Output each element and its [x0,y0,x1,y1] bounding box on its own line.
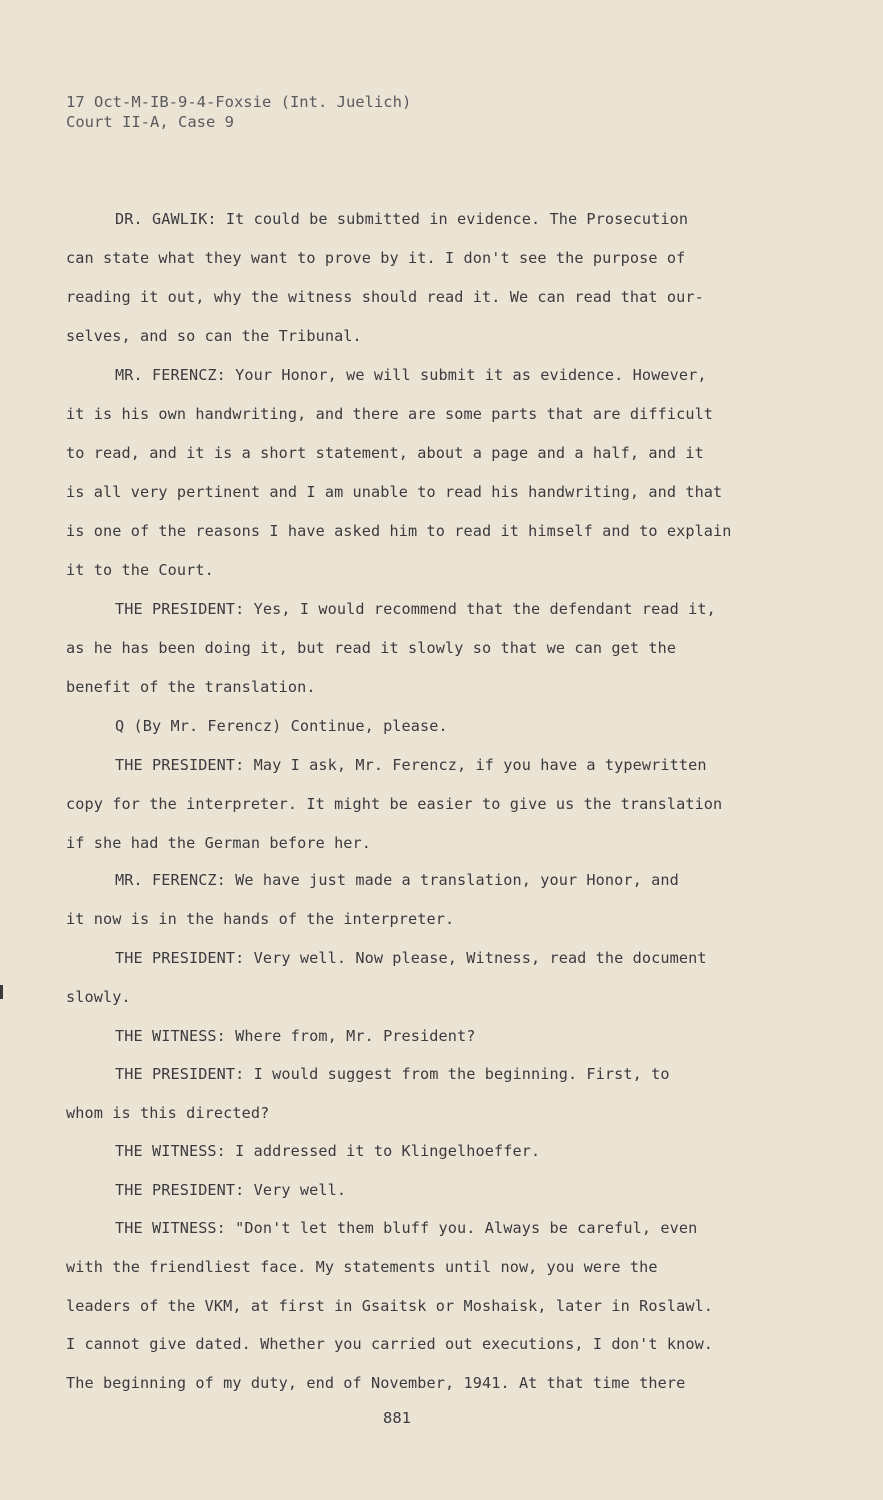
transcript-line: THE PRESIDENT: Very well. Now please, Witness, read the document [115,949,707,967]
transcript-line: it now is in the hands of the interpreter. [66,910,455,928]
page-header [66,92,411,132]
transcript-line: DR. GAWLIK: It could be submitted in evidence. The Prosecution [115,210,689,228]
transcript-line: MR. FERENCZ: Your Honor, we will submit it as evidence. However, [115,366,707,384]
transcript-line: THE PRESIDENT: Yes, I would recommend that the defendant read it, [115,600,716,618]
transcript-line: slowly. [66,988,131,1006]
transcript-line: is one of the reasons I have asked him to read it himself and to explain [66,522,732,540]
transcript-line: as he has been doing it, but read it slowly so that we can get the [66,639,677,657]
header-line-2: Court II-A, Case 9 [66,113,234,131]
transcript-line: THE WITNESS: I addressed it to Klingelhoeffer. [115,1142,541,1160]
transcript-line: whom is this directed? [66,1104,270,1122]
transcript-line: benefit of the translation. [66,678,316,696]
transcript-line: THE PRESIDENT: May I ask, Mr. Ferencz, if you have a typewritten [115,756,707,774]
transcript-line: I cannot give dated. Whether you carried out executions, I don't know. [66,1335,714,1353]
header-line-1: 17 Oct-M-IB-9-4-Foxsie (Int. Juelich) [66,93,412,111]
transcript-line: THE WITNESS: "Don't let them bluff you. Always be careful, even [115,1219,698,1237]
transcript-line: THE WITNESS: Where from, Mr. President? [115,1027,476,1045]
transcript-line: MR. FERENCZ: We have just made a translation, your Honor, and [115,871,679,889]
transcript-line: can state what they want to prove by it. I don't see the purpose of [66,249,686,267]
transcript-line: leaders of the VKM, at first in Gsaitsk or Moshaisk, later in Roslawl. [66,1297,714,1315]
transcript-line: is all very pertinent and I am unable to read his handwriting, and that [66,483,723,501]
transcript-line: if she had the German before her. [66,834,372,852]
transcript-line: it to the Court. [66,561,214,579]
transcript-line: reading it out, why the witness should read it. We can read that our- [66,288,704,306]
transcript-line: copy for the interpreter. It might be easier to give us the translation [66,795,723,813]
transcript-line: selves, and so can the Tribunal. [66,327,362,345]
transcript-line: THE PRESIDENT: Very well. [115,1181,347,1199]
transcript-line: Q (By Mr. Ferencz) Continue, please. [115,717,448,735]
margin-mark [0,985,3,999]
transcript-line: with the friendliest face. My statements until now, you were the [66,1258,658,1276]
page-number: 881 [383,1409,411,1427]
transcript-line: to read, and it is a short statement, about a page and a half, and it [66,444,704,462]
transcript-line: THE PRESIDENT: I would suggest from the beginning. First, to [115,1065,670,1083]
transcript-line: The beginning of my duty, end of November, 1941. At that time there [66,1374,686,1392]
transcript-line: it is his own handwriting, and there are some parts that are difficult [66,405,714,423]
